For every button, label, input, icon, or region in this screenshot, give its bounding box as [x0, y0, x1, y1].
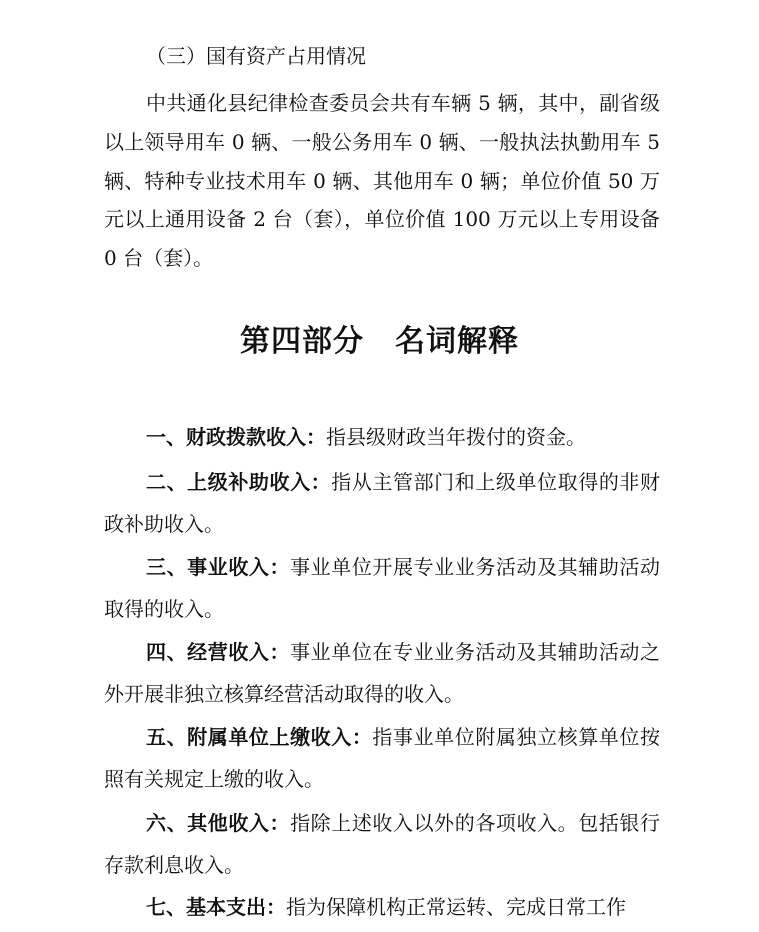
definition-term: 四、经营收入：	[146, 640, 291, 664]
definition-text: 指从主管部门和上级单位取得的非财政补助收入。	[104, 470, 660, 536]
definition-item	[104, 418, 660, 457]
definition-text: 指县级财政当年拨付的资金。	[326, 425, 586, 449]
definition-term: 三、事业收入：	[146, 555, 291, 579]
definition-text: 指事业单位附属独立核算单位按照有关规定上缴的收入。	[104, 725, 661, 791]
part-title: 第四部分 名词解释	[240, 324, 519, 359]
definition-term: 一、财政拨款收入：	[146, 425, 326, 449]
asset-section-paragraph: 中共通化县纪律检查委员会共有车辆 5 辆，其中，副省级以上领导用车 0 辆、一般公务用车 0 辆、一般执法执勤用车 5 辆、特种专业技术用车 0 辆、其他用车 0 辆；单位价值 50 万元以上通用设备 2 台（套），单位价值 100 万元以上专用设备 0 台（套）。	[104, 91, 660, 270]
asset-section-heading: （三）国有资产占用情况	[146, 44, 366, 68]
definition-item	[104, 802, 660, 886]
definition-text: 指为保障机构正常运转、完成日常工作	[286, 895, 626, 919]
definition-item	[104, 461, 660, 545]
definition-text: 指除上述收入以外的各项收入。包括银行存款利息收入。	[104, 811, 661, 877]
definition-term: 五、附属单位上缴收入：	[146, 725, 373, 749]
definition-text: 事业单位开展专业业务活动及其辅助活动取得的收入。	[104, 555, 661, 621]
definition-item	[104, 716, 660, 800]
definition-text: 事业单位在专业业务活动及其辅助活动之外开展非独立核算经营活动取得的收入。	[104, 640, 661, 706]
definition-term: 二、上级补助收入：	[146, 470, 332, 494]
definition-term: 七、基本支出：	[146, 895, 286, 919]
definition-item	[104, 886, 660, 928]
definition-term: 六、其他收入：	[146, 811, 291, 835]
definition-item	[104, 546, 660, 630]
definition-item	[104, 631, 660, 715]
